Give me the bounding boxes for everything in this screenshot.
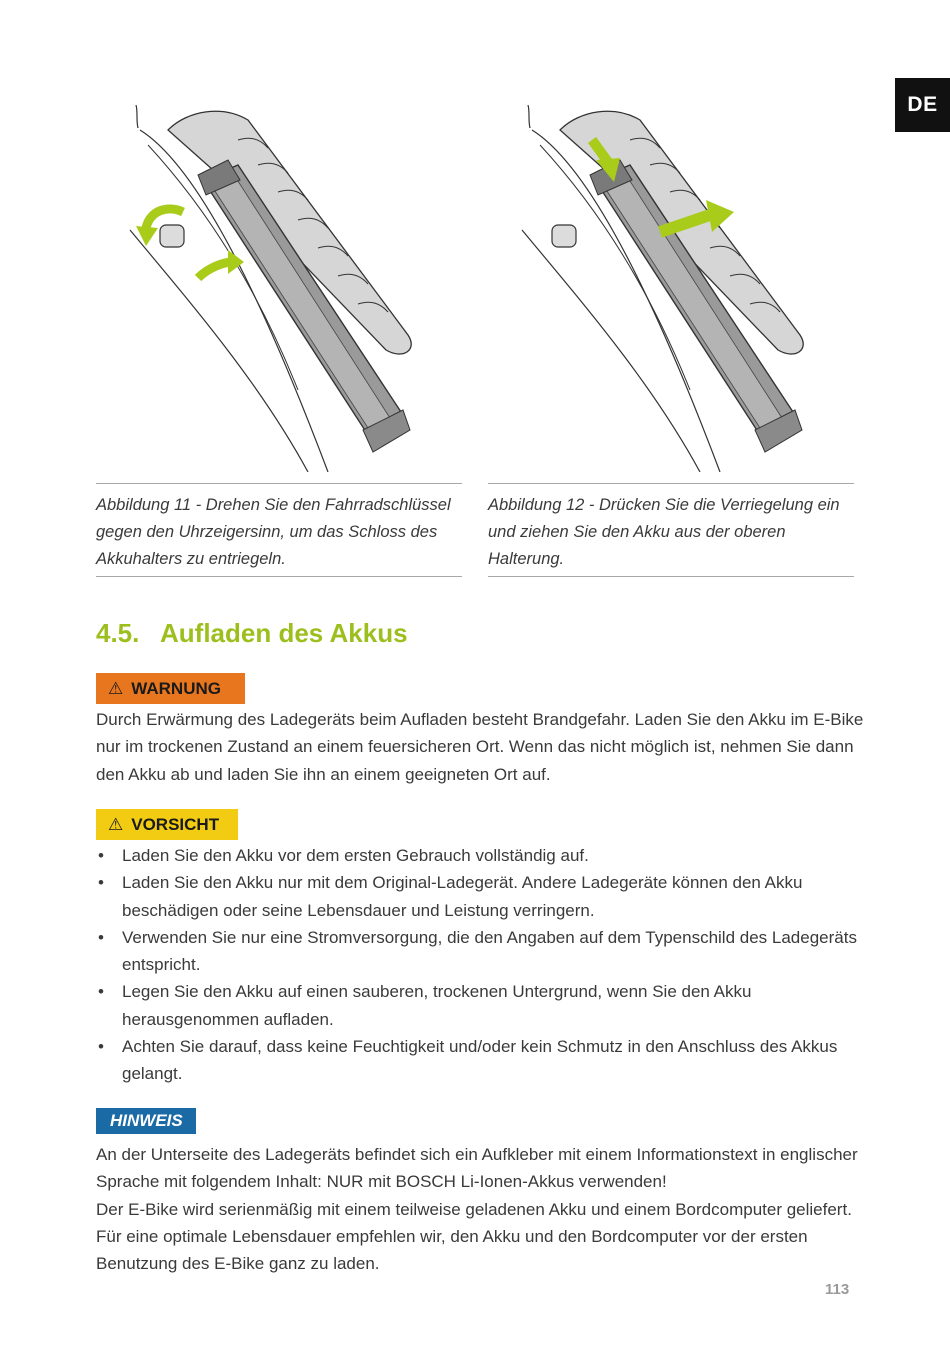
figure-battery-unlock: [128, 100, 428, 472]
section-heading: [96, 618, 408, 649]
note-text: [96, 1141, 866, 1277]
section-title-text: Aufladen des Akkus: [160, 618, 408, 648]
caution-label: VORSICHT: [131, 814, 220, 834]
list-item: • Laden Sie den Akku vor dem ersten Gebrauch vollständig auf.: [96, 842, 866, 869]
list-item: • Achten Sie darauf, dass keine Feuchtigkeit und/oder kein Schmutz in den Anschluss des Akkus gelangt.: [96, 1033, 866, 1088]
warning-triangle-icon: ⚠: [108, 678, 124, 698]
figure-caption-12: Abbildung 12 - Drücken Sie die Verriegelung ein und ziehen Sie den Akku aus der oberen Halterung.: [488, 483, 854, 577]
figure-battery-remove: [520, 100, 820, 472]
note-paragraph-1: An der Unterseite des Ladegeräts befindet sich ein Aufkleber mit einem Informationstext in englischer Sprache mit folgendem Inhalt: NUR mit BOSCH Li-Ionen-Akkus verwenden!: [96, 1145, 858, 1192]
language-tab: DE: [895, 78, 950, 132]
note-badge: [96, 1108, 196, 1134]
note-paragraph-2: Der E-Bike wird serienmäßig mit einem teilweise geladenen Akku und einem Bordcomputer geliefert. Für eine optimale Lebensdauer empfehlen wir, den Akku und den Bordcomputer vor der ersten Benutzung des E-Bike ganz zu laden.: [96, 1199, 852, 1274]
figure-caption-11: Abbildung 11 - Drehen Sie den Fahrradschlüssel gegen den Uhrzeigersinn, um das Schloss des Akkuhalters zu entriegeln.: [96, 483, 462, 577]
note-label: HINWEIS: [110, 1111, 183, 1130]
battery-remove-illustration: [520, 100, 820, 472]
warning-text: Durch Erwärmung des Ladegeräts beim Aufladen besteht Brandgefahr. Laden Sie den Akku im E-Bike nur im trockenen Zustand an einem feuersicheren Ort. Wenn das nicht möglich ist, nehmen Sie dann den Akku ab und laden Sie ihn an einem geeigneten Ort auf.: [96, 710, 864, 784]
battery-unlock-illustration: [128, 100, 428, 472]
page-number: 113: [825, 1281, 850, 1298]
warning-label: WARNUNG: [131, 678, 221, 698]
caution-badge: [96, 809, 238, 840]
list-item: • Legen Sie den Akku auf einen sauberen, trockenen Untergrund, wenn Sie den Akku herausgenommen aufladen.: [96, 978, 866, 1033]
warning-triangle-icon: ⚠: [108, 814, 124, 834]
warning-badge: [96, 673, 245, 704]
section-number: 4.5.: [96, 618, 140, 648]
list-item: • Laden Sie den Akku nur mit dem Original-Ladegerät. Andere Ladegeräte können den Akku beschädigen oder seine Lebensdauer und Leistung verringern.: [96, 869, 866, 924]
list-item: • Verwenden Sie nur eine Stromversorgung, die den Angaben auf dem Typenschild des Ladegeräts entspricht.: [96, 924, 866, 979]
caution-list: [96, 842, 866, 1088]
